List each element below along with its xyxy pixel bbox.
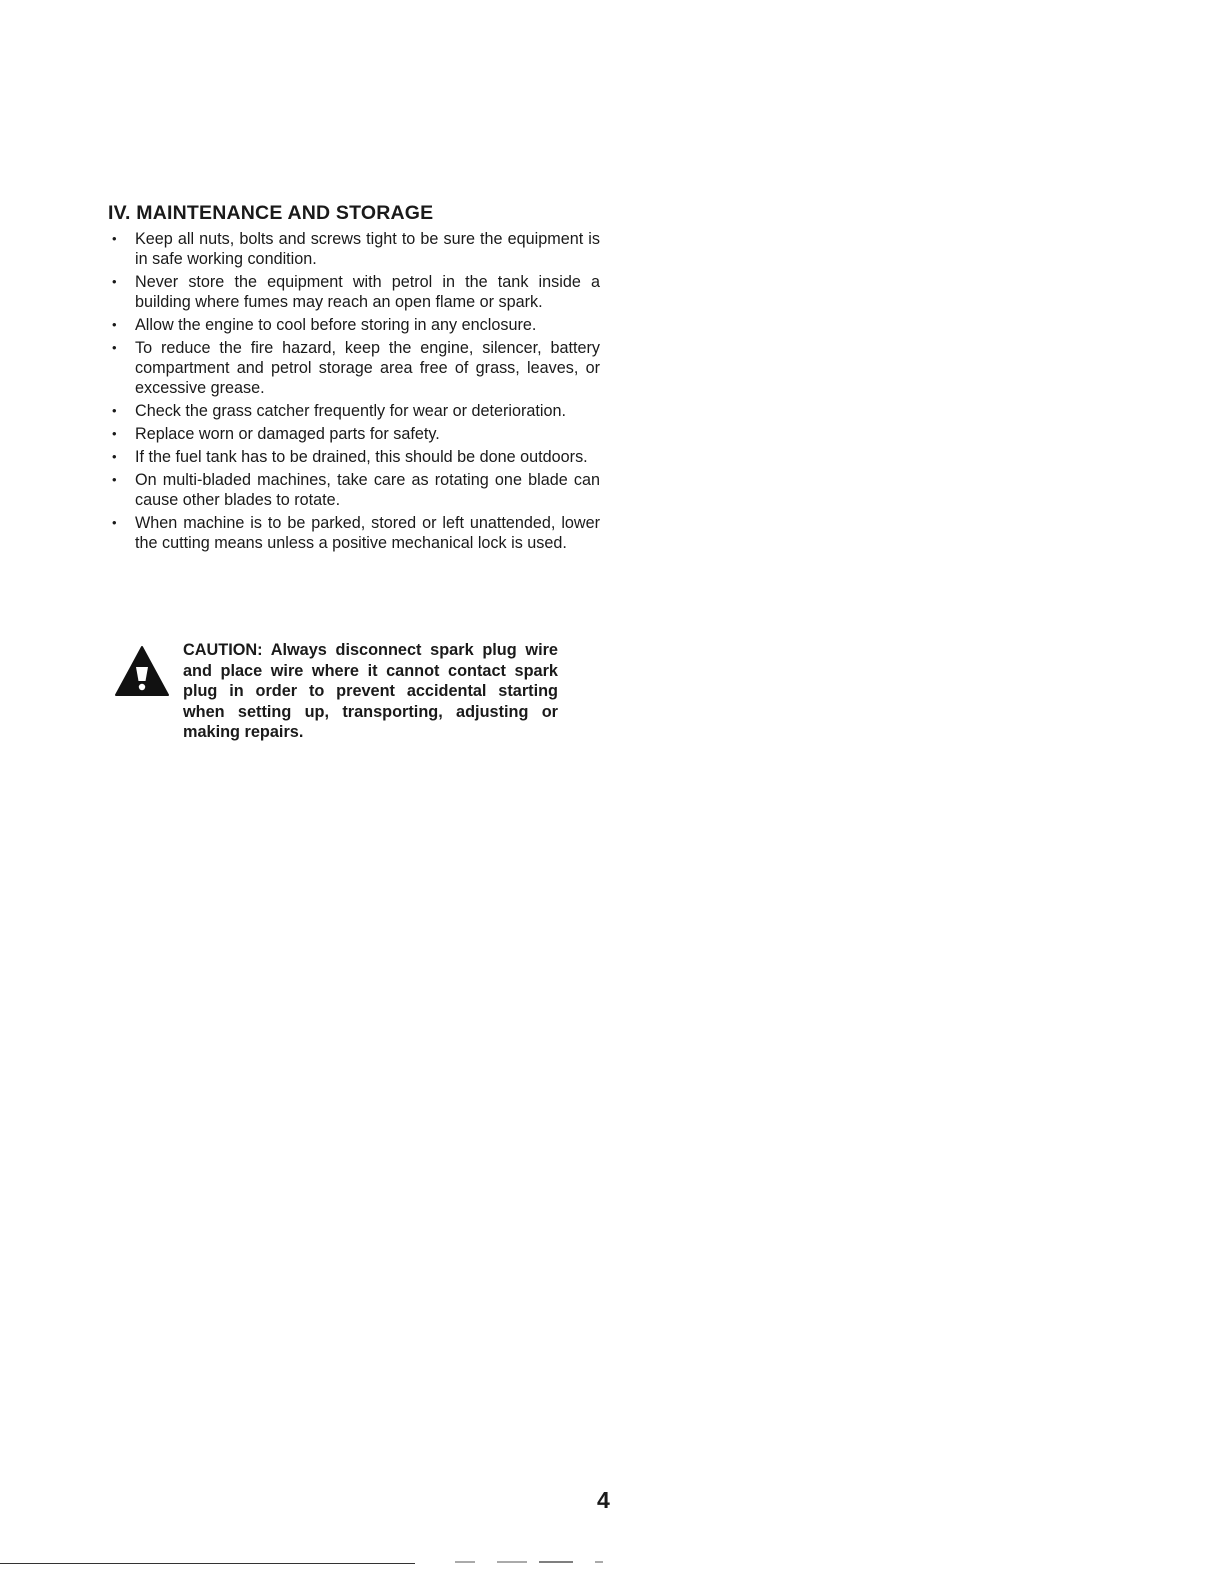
bullet: • [112, 515, 117, 530]
list-item-text: When machine is to be parked, stored or left unattended, lower the cutting means unless a positive mechanical lock is used. [135, 514, 600, 552]
caution-text: CAUTION: Always disconnect spark plug wire and place wire where it cannot contact spark plug in order to prevent accidental starting when setting up, transporting, adjusting or making repairs. [183, 641, 558, 742]
list-item-text: Replace worn or damaged parts for safety. [135, 425, 440, 443]
caution-notice [114, 640, 564, 745]
list-item-text: Keep all nuts, bolts and screws tight to be sure the equipment is in safe working condition. [135, 230, 600, 268]
scan-edge-marks [455, 1560, 605, 1564]
section-title: IV. MAINTENANCE AND STORAGE [108, 202, 434, 224]
list-item-text: Check the grass catcher frequently for wear or deterioration. [135, 402, 566, 420]
list-item [108, 338, 600, 398]
bullet: • [112, 449, 117, 464]
bottom-rule [0, 1563, 415, 1564]
list-item [108, 315, 600, 335]
bullet: • [112, 340, 117, 355]
list-item [108, 401, 600, 421]
list-item-text: If the fuel tank has to be drained, this should be done outdoors. [135, 448, 588, 466]
bullet: • [112, 426, 117, 441]
maintenance-list [108, 229, 600, 553]
list-item [108, 470, 600, 510]
list-item-text: Never store the equipment with petrol in the tank inside a building where fumes may reach an open flame or spark. [135, 273, 600, 311]
list-item-text: Allow the engine to cool before storing in any enclosure. [135, 316, 537, 334]
bullet: • [112, 472, 117, 487]
maintenance-storage-section [108, 201, 600, 556]
list-item [108, 447, 600, 467]
list-item-text: To reduce the fire hazard, keep the engine, silencer, battery compartment and petrol storage area free of grass, leaves, or excessive grease. [135, 339, 600, 397]
list-item-text: On multi-bladed machines, take care as rotating one blade can cause other blades to rotate. [135, 471, 600, 509]
bullet: • [112, 231, 117, 246]
bullet: • [112, 274, 117, 289]
list-item [108, 424, 600, 444]
page-number: 4 [597, 1487, 610, 1513]
list-item [108, 229, 600, 269]
bullet: • [112, 403, 117, 418]
list-item [108, 513, 600, 553]
list-item [108, 272, 600, 312]
warning-triangle-icon [114, 645, 170, 697]
bullet: • [112, 317, 117, 332]
